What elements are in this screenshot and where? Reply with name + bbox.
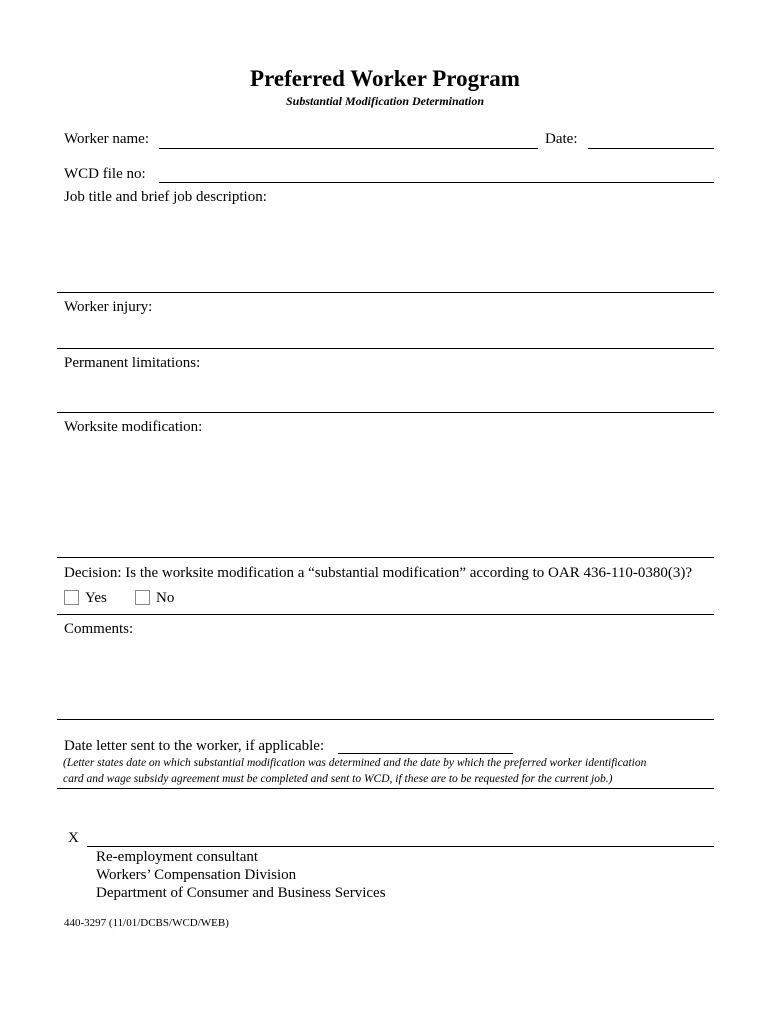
page-subtitle: Substantial Modification Determination bbox=[285, 94, 485, 108]
divider bbox=[57, 348, 714, 349]
letter-note bbox=[63, 755, 713, 787]
comments-area[interactable] bbox=[57, 642, 714, 716]
worker-injury-area[interactable] bbox=[57, 318, 714, 346]
date-label: Date: bbox=[545, 131, 578, 147]
wcd-file-field[interactable] bbox=[159, 182, 714, 183]
worker-injury-label: Worker injury: bbox=[64, 299, 153, 315]
form-code: 440-3297 (11/01/DCBS/WCD/WEB) bbox=[64, 917, 229, 929]
signature-x-mark: X bbox=[68, 830, 79, 846]
signature-role: Re-employment consultant bbox=[96, 849, 259, 865]
signature-line[interactable] bbox=[87, 846, 714, 847]
letter-date-field[interactable] bbox=[338, 753, 513, 754]
job-title-label: Job title and brief job description: bbox=[64, 189, 267, 205]
permanent-limitations-label: Permanent limitations: bbox=[64, 355, 201, 371]
worksite-modification-area[interactable] bbox=[57, 440, 714, 555]
page-title: Preferred Worker Program bbox=[250, 66, 520, 91]
permanent-limitations-area[interactable] bbox=[57, 375, 714, 410]
wcd-file-label: WCD file no: bbox=[64, 166, 146, 182]
worksite-modification-label: Worksite modification: bbox=[64, 419, 203, 435]
divider bbox=[57, 788, 714, 789]
worker-name-label: Worker name: bbox=[64, 131, 150, 147]
no-checkbox[interactable] bbox=[135, 590, 150, 605]
letter-note-line-1: (Letter states date on which substantial modification was determined and the date by which the preferred worker identification bbox=[63, 757, 647, 769]
divider bbox=[57, 292, 714, 293]
signature-division: Workers’ Compensation Division bbox=[96, 867, 297, 883]
yes-checkbox[interactable] bbox=[64, 590, 79, 605]
divider bbox=[57, 412, 714, 413]
no-label: No bbox=[156, 590, 175, 606]
signature-department: Department of Consumer and Business Services bbox=[96, 885, 386, 901]
divider bbox=[57, 557, 714, 558]
letter-date-label: Date letter sent to the worker, if applicable: bbox=[64, 738, 325, 754]
yes-label: Yes bbox=[85, 590, 107, 606]
comments-label: Comments: bbox=[64, 621, 134, 637]
divider bbox=[57, 614, 714, 615]
date-field[interactable] bbox=[588, 148, 714, 149]
letter-note-line-2: card and wage subsidy agreement must be completed and sent to WCD, if these are to be requested for the current job.) bbox=[63, 773, 613, 785]
decision-question: Decision: Is the worksite modification a “substantial modification” according to OAR 436-110-0380(3)? bbox=[64, 565, 693, 581]
worker-name-field[interactable] bbox=[159, 148, 538, 149]
divider bbox=[57, 719, 714, 720]
job-title-area[interactable] bbox=[57, 210, 714, 290]
